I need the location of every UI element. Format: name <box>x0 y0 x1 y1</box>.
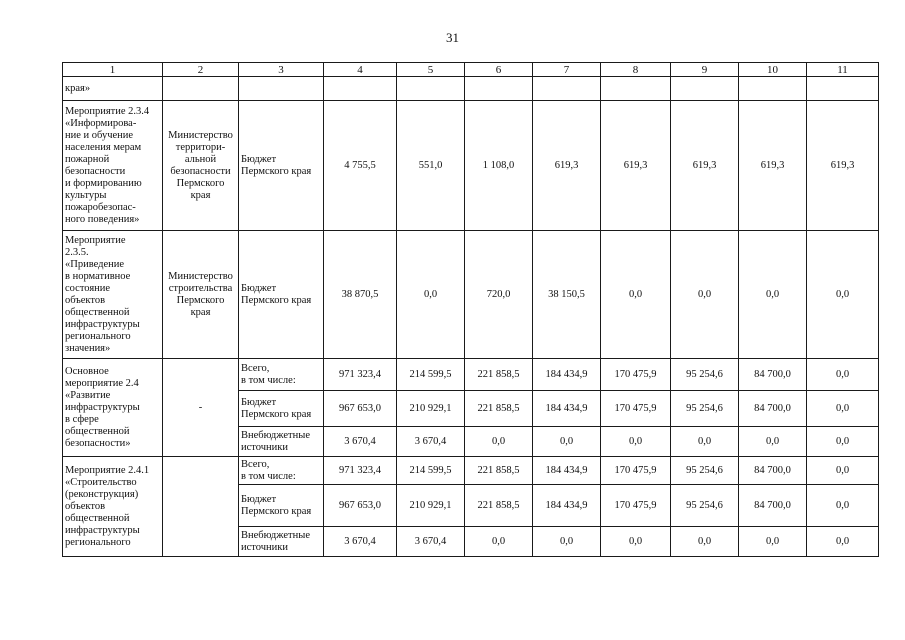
cell-line: регионального <box>65 536 131 548</box>
value-cell: 3 670,4 <box>397 427 465 457</box>
value-cell: 967 653,0 <box>324 485 397 527</box>
value-cell: 0,0 <box>671 427 739 457</box>
cell-line: края <box>190 189 211 201</box>
cell-line: в нормативное <box>65 270 131 282</box>
value-cell: 221 858,5 <box>465 359 533 391</box>
value-cell: 3 670,4 <box>324 427 397 457</box>
cell-line: инфраструктуры <box>65 318 140 330</box>
cell-line: мероприятие 2.4 <box>65 377 139 389</box>
cell-line: объектов <box>65 294 106 306</box>
cell-line: Бюджет <box>241 282 277 294</box>
activity-name <box>63 231 163 359</box>
activity-row <box>63 231 879 359</box>
value-cell: 84 700,0 <box>739 485 807 527</box>
value-cell: 221 858,5 <box>465 457 533 485</box>
activity-name <box>63 457 163 557</box>
value-cell: 0,0 <box>533 427 601 457</box>
activity-row <box>63 101 879 231</box>
funding-source <box>239 527 324 557</box>
funding-source <box>239 231 324 359</box>
value-cell: 84 700,0 <box>739 359 807 391</box>
value-cell: 3 670,4 <box>324 527 397 557</box>
cell-line: альной <box>184 153 217 165</box>
cell-line: пожаробезопас- <box>65 201 136 213</box>
value-cell: 38 150,5 <box>533 231 601 359</box>
value-cell: 210 929,1 <box>397 485 465 527</box>
cell-line: Пермского <box>176 177 225 189</box>
value-cell: 0,0 <box>601 231 671 359</box>
cell-line: и формированию <box>65 177 142 189</box>
value-cell: 0,0 <box>533 527 601 557</box>
value-cell: 184 434,9 <box>533 359 601 391</box>
executor-name <box>163 231 239 359</box>
value-cell: 214 599,5 <box>397 359 465 391</box>
column-number: 4 <box>324 63 397 77</box>
cell-line: (реконструкция) <box>65 488 139 500</box>
cell-line: инфраструктуры <box>65 401 140 413</box>
column-number: 10 <box>739 63 807 77</box>
activity-name <box>63 101 163 231</box>
cell-line: состояние <box>65 282 111 294</box>
cell-line: общественной <box>65 425 130 437</box>
column-number-row <box>63 63 879 77</box>
cell-line: в том числе: <box>241 374 296 386</box>
cell-line: Министерство <box>168 129 233 141</box>
page-number: 31 <box>446 30 459 45</box>
value-cell: 0,0 <box>739 527 807 557</box>
cell-line: в сфере <box>65 413 99 425</box>
cell-line: края <box>190 306 211 318</box>
value-cell: 0,0 <box>739 231 807 359</box>
cell-line: общественной <box>65 512 130 524</box>
cell-line: Мероприятие <box>65 234 126 246</box>
cell-line: Пермского края <box>241 408 312 420</box>
funding-source <box>239 485 324 527</box>
value-cell: 95 254,6 <box>671 485 739 527</box>
executor-name <box>163 101 239 231</box>
funding-source <box>239 391 324 427</box>
value-cell: 95 254,6 <box>671 391 739 427</box>
column-number: 8 <box>601 63 671 77</box>
cell-line: пожарной <box>65 153 110 165</box>
value-cell: 95 254,6 <box>671 457 739 485</box>
value-cell: 184 434,9 <box>533 457 601 485</box>
value-cell: 0,0 <box>807 359 879 391</box>
value-cell: 95 254,6 <box>671 359 739 391</box>
value-cell: 0,0 <box>671 527 739 557</box>
funding-source <box>239 101 324 231</box>
cell-line: населения мерам <box>65 141 142 153</box>
value-cell: 967 653,0 <box>324 391 397 427</box>
cell-line: Пермского края <box>241 505 312 517</box>
value-cell: 619,3 <box>533 101 601 231</box>
value-cell: 84 700,0 <box>739 391 807 427</box>
value-cell: 0,0 <box>807 231 879 359</box>
value-cell: 0,0 <box>807 391 879 427</box>
cell-line: в том числе: <box>241 470 296 482</box>
cell-line: строительства <box>168 282 233 294</box>
cell-line: инфраструктуры <box>65 524 140 536</box>
cell-line: Бюджет <box>241 396 277 408</box>
value-cell: 184 434,9 <box>533 391 601 427</box>
column-number: 11 <box>807 63 879 77</box>
activity-name <box>63 359 163 457</box>
value-cell: 0,0 <box>807 485 879 527</box>
value-cell: 170 475,9 <box>601 359 671 391</box>
value-cell: 210 929,1 <box>397 391 465 427</box>
cell-line: Мероприятие 2.3.4 <box>65 105 150 117</box>
cell-line: источники <box>241 441 288 453</box>
cell-line: культуры <box>65 189 107 201</box>
column-number: 5 <box>397 63 465 77</box>
value-cell: 971 323,4 <box>324 457 397 485</box>
value-cell: 720,0 <box>465 231 533 359</box>
value-cell: 0,0 <box>807 457 879 485</box>
cell-line: Министерство <box>168 270 233 282</box>
value-cell: 221 858,5 <box>465 391 533 427</box>
funding-source <box>239 359 324 391</box>
cell-line: Пермского края <box>241 294 312 306</box>
cell-line: Пермского <box>176 294 225 306</box>
value-cell: 221 858,5 <box>465 485 533 527</box>
carry-over-row <box>63 77 879 101</box>
value-cell: 184 434,9 <box>533 485 601 527</box>
column-number: 9 <box>671 63 739 77</box>
column-number: 1 <box>63 63 163 77</box>
cell-line: территори- <box>175 141 226 153</box>
cell-line: Бюджет <box>241 153 277 165</box>
cell-line: источники <box>241 541 288 553</box>
cell-line: 2.3.5. <box>65 246 89 258</box>
executor-name <box>163 457 239 557</box>
budget-table <box>62 62 879 557</box>
value-cell: 619,3 <box>671 101 739 231</box>
value-cell: 619,3 <box>739 101 807 231</box>
value-cell: 0,0 <box>397 231 465 359</box>
value-cell: 38 870,5 <box>324 231 397 359</box>
cell-line: ние и обучение <box>65 129 134 141</box>
cell-line: Внебюджетные <box>241 429 310 441</box>
cell-line: Внебюджетные <box>241 529 310 541</box>
cell-line: регионального <box>65 330 131 342</box>
value-cell: 0,0 <box>601 427 671 457</box>
value-cell: 214 599,5 <box>397 457 465 485</box>
cell-line: Бюджет <box>241 493 277 505</box>
value-cell: 619,3 <box>601 101 671 231</box>
value-cell: 4 755,5 <box>324 101 397 231</box>
value-cell: 0,0 <box>601 527 671 557</box>
cell-line: безопасности <box>170 165 231 177</box>
column-number: 2 <box>163 63 239 77</box>
cell-line: «Строительство <box>65 476 137 488</box>
funding-source <box>239 457 324 485</box>
carry-over-text: края» <box>63 77 163 101</box>
cell-line: «Приведение <box>65 258 125 270</box>
column-number: 6 <box>465 63 533 77</box>
cell-line: Пермского края <box>241 165 312 177</box>
value-cell: 0,0 <box>807 427 879 457</box>
cell-line: Мероприятие 2.4.1 <box>65 464 150 476</box>
cell-line: «Развитие <box>65 389 111 401</box>
funding-row <box>63 359 879 391</box>
value-cell: 619,3 <box>807 101 879 231</box>
funding-source <box>239 427 324 457</box>
value-cell: 0,0 <box>671 231 739 359</box>
column-number: 3 <box>239 63 324 77</box>
cell-line: значения» <box>65 342 111 354</box>
value-cell: 0,0 <box>739 427 807 457</box>
value-cell: 0,0 <box>465 527 533 557</box>
value-cell: 3 670,4 <box>397 527 465 557</box>
value-cell: 84 700,0 <box>739 457 807 485</box>
value-cell: 170 475,9 <box>601 485 671 527</box>
value-cell: 170 475,9 <box>601 457 671 485</box>
cell-line: Всего, <box>241 362 270 374</box>
column-number: 7 <box>533 63 601 77</box>
cell-line: объектов <box>65 500 106 512</box>
funding-row <box>63 457 879 485</box>
cell-line: «Информирова- <box>65 117 137 129</box>
cell-line: Основное <box>65 365 109 377</box>
cell-line: общественной <box>65 306 130 318</box>
value-cell: 1 108,0 <box>465 101 533 231</box>
cell-line: ного поведения» <box>65 213 140 225</box>
executor-name: - <box>163 359 239 457</box>
cell-line: безопасности <box>65 165 126 177</box>
value-cell: 971 323,4 <box>324 359 397 391</box>
value-cell: 551,0 <box>397 101 465 231</box>
value-cell: 0,0 <box>807 527 879 557</box>
value-cell: 170 475,9 <box>601 391 671 427</box>
cell-line: Всего, <box>241 458 270 470</box>
value-cell: 0,0 <box>465 427 533 457</box>
cell-line: безопасности» <box>65 437 131 449</box>
